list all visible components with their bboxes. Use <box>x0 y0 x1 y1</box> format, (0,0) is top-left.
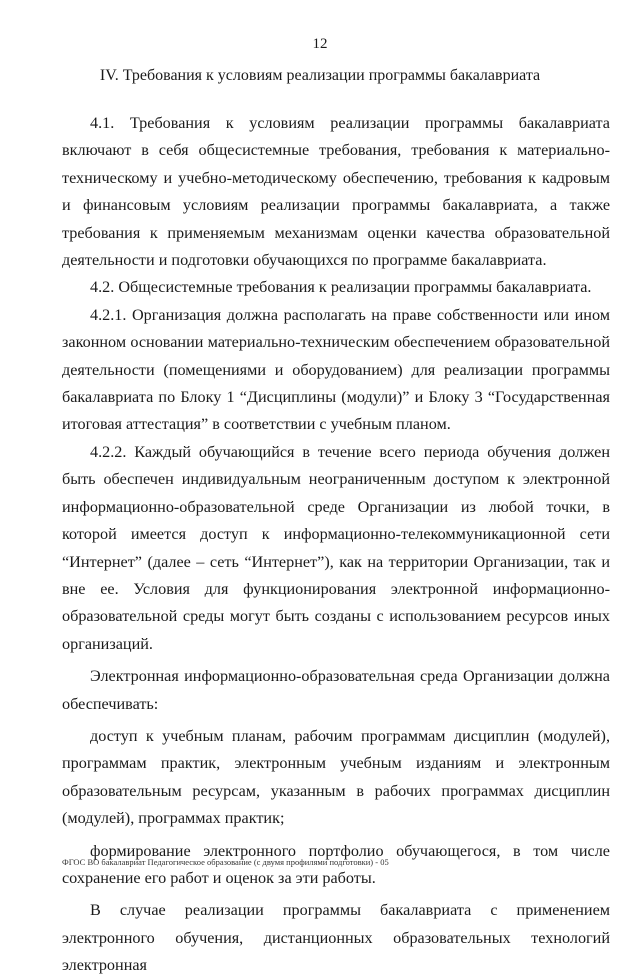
paragraph-4-2: 4.2. Общесистемные требования к реализации программы бакалавриата. <box>90 278 592 297</box>
page-footer: ФГОС ВО бакалавриат Педагогическое образование (с двумя профилями подготовки) - 05 <box>62 857 389 867</box>
paragraph-eios-intro: Электронная информационно-образовательная среда Организации должна обеспечивать: <box>62 667 610 713</box>
document-body <box>62 110 610 980</box>
paragraph-4-2-1: 4.2.1. Организация должна располагать на праве собственности или ином законном основании материально-техническим обеспечением образовательной деятельности (помещениями и оборудованием) для реализации программы бакалавриата по Блоку 1 “Дисциплины (модули)” и Блоку 3 “Государственная итоговая аттестация” в соответствии с учебным планом. <box>62 305 610 434</box>
paragraph-portfolio: формирование электронного портфолио обучающегося, в том числе сохранение его работ и оценок за эти работы. <box>62 841 610 887</box>
paragraph-4-2-2: 4.2.2. Каждый обучающийся в течение всего периода обучения должен быть обеспечен индивидуальным неограниченным доступом к электронной информационно-образовательной среде Организации из любой точки, в которой имеется доступ к информационно-телекоммуникационной сети “Интернет” (далее – сеть “Интернет”), как на территории Организации, так и вне ее. Условия для функционирования электронной информационно-образовательной среды могут быть созданы с использованием ресурсов иных организаций. <box>62 442 610 653</box>
page-number: 12 <box>312 36 328 52</box>
section-title: IV. Требования к условиям реализации программы бакалавриата <box>99 67 541 84</box>
paragraph-access: доступ к учебным планам, рабочим программам дисциплин (модулей), программам практик, электронным учебным изданиям и электронным образовательным ресурсам, указанным в рабочих программах дисциплин (модулей), программах практик; <box>62 726 610 828</box>
paragraph-4-1: 4.1. Требования к условиям реализации программы бакалавриата включают в себя общесистемные требования, требования к материально-техническому и учебно-методическому обеспечению, требования к кадровым и финансовым условиям реализации программы бакалавриата, а также требования к применяемым механизмам оценки качества образовательной деятельности и подготовки обучающихся по программе бакалавриата. <box>62 114 610 270</box>
paragraph-distance-learning: В случае реализации программы бакалавриата с применением электронного обучения, дистанционных образовательных технологий электронная <box>62 901 610 975</box>
